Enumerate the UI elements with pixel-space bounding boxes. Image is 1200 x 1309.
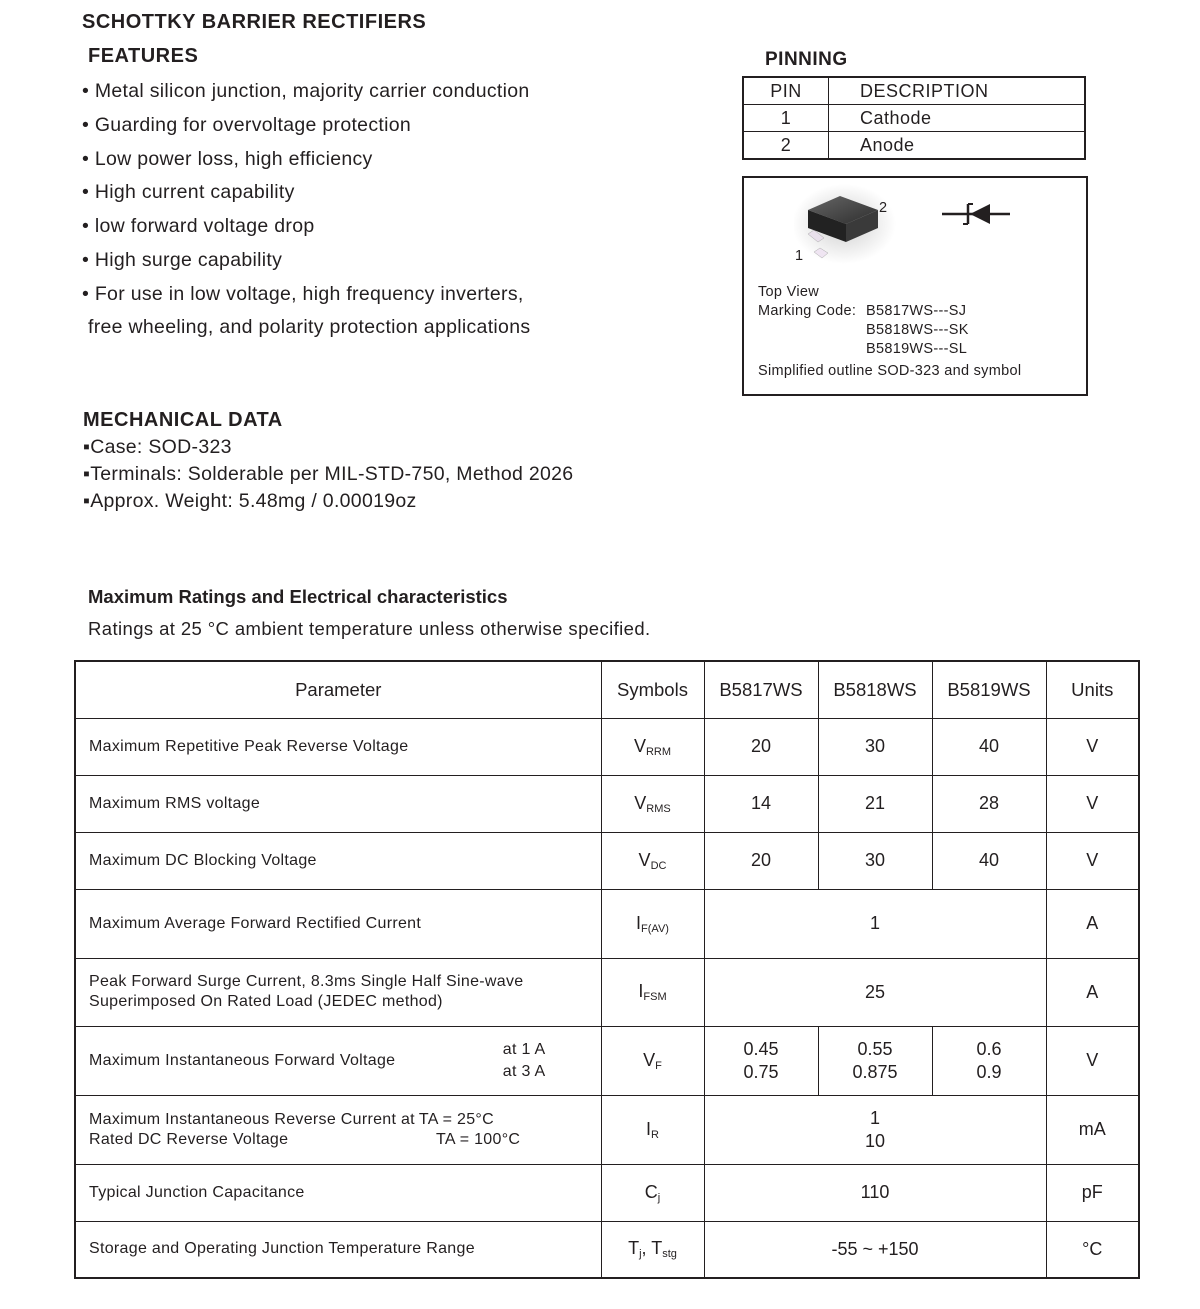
value-cell [704, 1095, 1046, 1164]
symbol-cell [601, 1026, 704, 1095]
parameter-cell [75, 1026, 601, 1095]
unit-cell: A [1046, 958, 1139, 1026]
test-conditions [503, 1039, 546, 1083]
feature-item: • High current capability [82, 181, 295, 204]
parameter-header: Parameter [75, 661, 601, 718]
parameter-text: Rated DC Reverse Voltage [89, 1130, 289, 1148]
parameter-cell [75, 958, 601, 1026]
value-cell: 28 [932, 775, 1046, 832]
value-cell: 110 [704, 1164, 1046, 1221]
pinning-heading: PINNING [765, 49, 848, 70]
table-row [75, 1164, 1139, 1221]
outline-caption: Simplified outline SOD-323 and symbol [758, 363, 1022, 379]
symbol-text: I [636, 912, 642, 933]
parameter-cell: Typical Junction Capacitance [75, 1164, 601, 1221]
ratings-table [74, 660, 1140, 1279]
value-line: 1 [869, 1107, 880, 1128]
feature-item: • Low power loss, high efficiency [82, 147, 373, 170]
unit-cell: pF [1046, 1164, 1139, 1221]
value-line: 0.9 [976, 1061, 1002, 1082]
ratings-subheading: Ratings at 25 °C ambient temperature unless otherwise specified. [88, 618, 651, 639]
unit-cell: V [1046, 832, 1139, 889]
value-cell: 40 [932, 718, 1046, 775]
marking-code: B5817WS---SJ [866, 303, 967, 319]
symbol-subscript: stg [662, 1248, 677, 1261]
parameter-with-conditions [89, 1039, 601, 1083]
parameter-cell [75, 1095, 601, 1164]
symbol-text: V [643, 1049, 656, 1070]
unit-cell: V [1046, 775, 1139, 832]
table-row [75, 889, 1139, 958]
symbol-subscript: RMS [646, 802, 671, 815]
condition-text: TA = 25°C [418, 1110, 494, 1128]
symbol-text: I [638, 981, 644, 1001]
diode-symbol-icon [940, 200, 1012, 230]
symbol-subscript: F(AV) [641, 922, 669, 935]
feature-item: • low forward voltage drop [82, 215, 315, 238]
symbol-subscript: j [639, 1248, 642, 1261]
symbol-subscript: RRM [645, 745, 672, 758]
symbol-cell [601, 958, 704, 1026]
symbol-text: V [638, 849, 651, 870]
unit-cell: V [1046, 718, 1139, 775]
unit-cell: mA [1046, 1095, 1139, 1164]
features-list [82, 78, 530, 315]
table-row [743, 132, 1085, 160]
pin-description: Anode [829, 132, 1086, 160]
value-cell: 20 [704, 832, 818, 889]
symbol-text: T [628, 1238, 640, 1259]
value-cell: -55 ~ +150 [704, 1221, 1046, 1278]
value-cell [818, 1026, 932, 1095]
table-row [75, 1095, 1139, 1164]
symbols-header: Symbols [601, 661, 704, 718]
table-row [75, 958, 1139, 1026]
value-line: 0.75 [743, 1061, 779, 1082]
b5817ws-header: B5817WS [704, 661, 818, 718]
symbol-subscript: R [651, 1128, 659, 1141]
description-header: DESCRIPTION [829, 77, 1086, 105]
marking-code: B5818WS---SK [866, 322, 969, 338]
symbol-text: , T [641, 1238, 663, 1259]
package-outline-box [742, 176, 1088, 396]
pinning-table [742, 76, 1086, 160]
condition-line: at 1 A [502, 1040, 546, 1058]
symbol-subscript: j [657, 1191, 661, 1204]
parameter-line: Superimposed On Rated Load (JEDEC method) [89, 993, 443, 1010]
parameter-cell: Maximum DC Blocking Voltage [75, 832, 601, 889]
mechanical-item: ▪Terminals: Solderable per MIL-STD-750, Method 2026 [83, 462, 574, 485]
symbol-cell [601, 775, 704, 832]
condition-line: at 3 A [502, 1062, 546, 1080]
value-cell [704, 1026, 818, 1095]
parameter-line: Peak Forward Surge Current, 8.3ms Single Half Sine-wave [89, 973, 524, 990]
table-row [75, 718, 1139, 775]
marking-code: B5819WS---SL [866, 341, 968, 357]
value-line: 0.6 [976, 1038, 1002, 1059]
value-cell: 40 [932, 832, 1046, 889]
pin2-label: 2 [879, 200, 888, 216]
symbol-subscript: FSM [643, 991, 667, 1003]
top-view-label: Top View [758, 284, 819, 300]
pin-number: 1 [743, 105, 829, 132]
symbol-text: V [633, 735, 646, 756]
mechanical-item: ▪Approx. Weight: 5.48mg / 0.00019oz [83, 489, 417, 512]
value-cell: 20 [704, 718, 818, 775]
value-line: 0.45 [743, 1038, 779, 1059]
parameter-cell: Maximum Average Forward Rectified Current [75, 889, 601, 958]
pin-header: PIN [743, 77, 829, 105]
value-cell: 30 [818, 718, 932, 775]
value-line: 0.55 [857, 1038, 893, 1059]
value-cell: 14 [704, 775, 818, 832]
unit-cell: °C [1046, 1221, 1139, 1278]
marking-code-label: Marking Code: [758, 303, 857, 319]
feature-item: • For use in low voltage, high frequency inverters, [82, 282, 524, 305]
value-cell: 30 [818, 832, 932, 889]
b5819ws-header: B5819WS [932, 661, 1046, 718]
table-row [75, 1221, 1139, 1278]
mechanical-list [83, 434, 573, 514]
features-heading: FEATURES [88, 45, 199, 67]
parameter-line [89, 1110, 601, 1130]
feature-item: • Guarding for overvoltage protection [82, 113, 412, 136]
parameter-cell: Maximum RMS voltage [75, 775, 601, 832]
symbol-cell [601, 889, 704, 958]
value-cell: 25 [704, 958, 1046, 1026]
unit-cell: V [1046, 1026, 1139, 1095]
pin-number: 2 [743, 132, 829, 160]
pinning-header-row [743, 77, 1085, 105]
symbol-text: V [634, 792, 647, 813]
symbol-cell [601, 1095, 704, 1164]
parameter-line [89, 1130, 601, 1150]
units-header: Units [1046, 661, 1139, 718]
ratings-header-row [75, 661, 1139, 718]
table-row [75, 1026, 1139, 1095]
feature-item-continuation: free wheeling, and polarity protection applications [88, 316, 531, 338]
document-title: SCHOTTKY BARRIER RECTIFIERS [82, 11, 427, 33]
table-row [75, 832, 1139, 889]
symbol-cell [601, 832, 704, 889]
feature-item: • Metal silicon junction, majority carrier conduction [82, 80, 530, 102]
symbol-subscript: DC [650, 859, 667, 872]
symbol-cell [601, 1164, 704, 1221]
value-line: 10 [864, 1130, 886, 1151]
symbol-cell [601, 1221, 704, 1278]
mechanical-item: ▪Case: SOD-323 [83, 436, 232, 458]
pin-description: Cathode [829, 105, 1086, 132]
symbol-cell [601, 718, 704, 775]
parameter-cell: Storage and Operating Junction Temperature Range [75, 1221, 601, 1278]
b5818ws-header: B5818WS [818, 661, 932, 718]
ratings-heading: Maximum Ratings and Electrical characteristics [88, 586, 508, 607]
value-line: 0.875 [852, 1061, 898, 1082]
symbol-text: I [646, 1118, 652, 1139]
symbol-subscript: F [655, 1059, 662, 1072]
pin1-label: 1 [795, 248, 804, 264]
value-cell: 21 [818, 775, 932, 832]
condition-text: TA = 100°C [436, 1130, 521, 1148]
parameter-text: Maximum Instantaneous Reverse Current at [89, 1110, 415, 1128]
feature-item: • High surge capability [82, 248, 283, 271]
unit-cell: A [1046, 889, 1139, 958]
parameter-cell: Maximum Repetitive Peak Reverse Voltage [75, 718, 601, 775]
mechanical-heading: MECHANICAL DATA [83, 409, 283, 431]
sod323-package-image [794, 182, 904, 266]
table-row [75, 775, 1139, 832]
table-row [743, 105, 1085, 132]
value-cell: 1 [704, 889, 1046, 958]
parameter-text: Maximum Instantaneous Forward Voltage [89, 1051, 396, 1069]
symbol-text: C [644, 1181, 658, 1202]
value-cell [932, 1026, 1046, 1095]
